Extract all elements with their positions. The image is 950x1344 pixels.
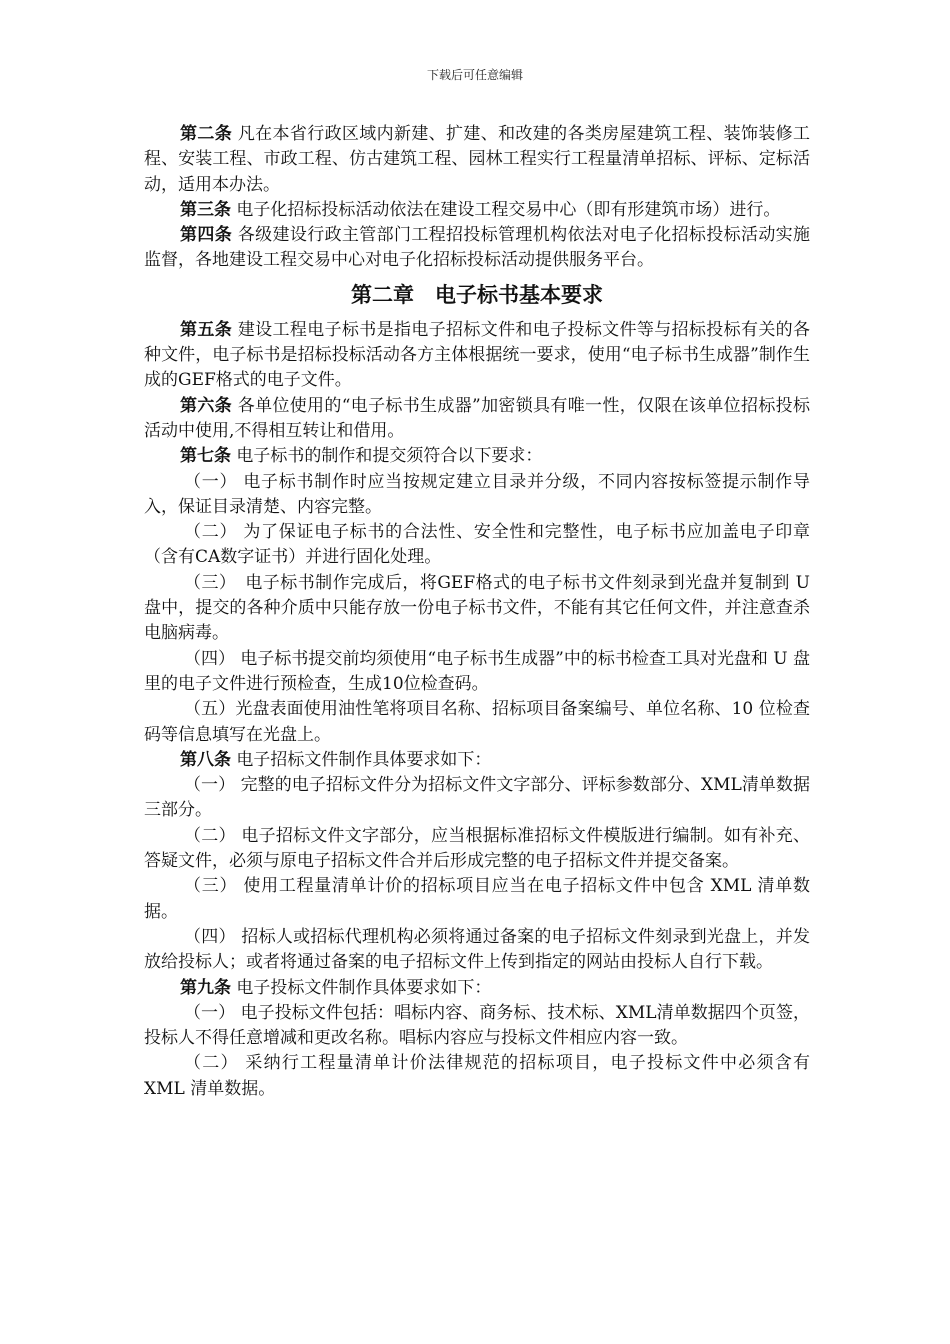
article-8-label: 第八条	[180, 749, 231, 770]
article-9-item: （二） 采纳行工程量清单计价法律规范的招标项目，电子投标文件中必须含有 XML 清单数据。	[144, 1053, 810, 1099]
article-6	[144, 394, 810, 445]
article-3-text: 电子化招标投标活动依法在建设工程交易中心（即有形建筑市场）进行。	[236, 199, 781, 220]
article-8-item: （一） 完整的电子招标文件分为招标文件文字部分、评标参数部分、XML清单数据三部分。	[144, 775, 810, 821]
article-7-item: （二） 为了保证电子标书的合法性、安全性和完整性，电子标书应加盖电子印章（含有CA数字证书）并进行固化处理。	[144, 522, 810, 568]
article-7	[144, 444, 810, 469]
article-9-label: 第九条	[180, 977, 231, 998]
article-3-label: 第三条	[180, 199, 231, 220]
article-7-item: （三） 电子标书制作完成后，将GEF格式的电子标书文件刻录到光盘并复制到 U 盘中，提交的各种介质中只能存放一份电子标书文件，不能有其它任何文件，并注意查杀电脑病毒。	[144, 572, 810, 644]
chapter-heading: 第二章 电子标书基本要求	[351, 282, 603, 307]
article-2-label: 第二条	[180, 124, 233, 144]
article-8-item: （二） 电子招标文件文字部分，应当根据标准招标文件模版进行编制。如有补充、答疑文件，必须与原电子招标文件合并后形成完整的电子招标文件并提交备案。	[144, 825, 810, 872]
article-9-item: （一） 电子投标文件包括：唱标内容、商务标、技术标、XML清单数据四个页签，投标人不得任意增减和更改名称。唱标内容应与投标文件相应内容一致。	[144, 1002, 810, 1049]
article-8	[144, 748, 810, 773]
article-5-text: 建设工程电子标书是指电子招标文件和电子投标文件等与招标投标有关的各种文件，电子标书是招标投标活动各方主体根据统一要求，使用“电子标书生成器”制作生成的GEF格式的电子文件。	[144, 319, 811, 391]
article-4-label: 第四条	[180, 225, 233, 246]
article-2	[144, 122, 810, 198]
article-2-text: 凡在本省行政区域内新建、扩建、和改建的各类房屋建筑工程、装饰装修工程、安装工程、市政工程、仿古建筑工程、园林工程实行工程量清单招标、评标、定标活动，适用本办法。	[144, 124, 811, 195]
article-4	[144, 223, 810, 274]
article-7-item: （一） 电子标书制作时应当按规定建立目录并分级，不同内容按标签提示制作导入，保证目录清楚、内容完整。	[144, 471, 810, 517]
article-5	[144, 318, 810, 394]
article-7-label: 第七条	[180, 446, 231, 467]
article-5-label: 第五条	[180, 319, 233, 340]
article-6-text: 各单位使用的“电子标书生成器”加密锁具有唯一性，仅限在该单位招标投标活动中使用,不得相互转让和借用。	[144, 395, 810, 441]
article-7-item: （四） 电子标书提交前均须使用“电子标书生成器”中的标书检查工具对光盘和 U 盘里的电子文件进行预检查，生成10位检查码。	[144, 648, 810, 694]
article-6-label: 第六条	[180, 395, 232, 416]
article-4-text: 各级建设行政主管部门工程招投标管理机构依法对电子化招标投标活动实施监督，各地建设工程交易中心对电子化招标投标活动提供服务平台。	[144, 225, 811, 271]
page-header: 下载后可任意编辑	[426, 68, 523, 82]
article-8-item: （四） 招标人或招标代理机构必须将通过备案的电子招标文件刻录到光盘上，并发放给投标人；或者将通过备案的电子招标文件上传到指定的网站由投标人自行下载。	[144, 926, 810, 973]
article-8-text: 电子招标文件制作具体要求如下：	[236, 749, 492, 770]
document-body	[144, 122, 810, 1102]
article-8-item: （三） 使用工程量清单计价的招标项目应当在电子招标文件中包含 XML 清单数据。	[144, 876, 810, 922]
article-9-text: 电子投标文件制作具体要求如下：	[236, 977, 492, 998]
article-3	[144, 198, 810, 223]
article-7-item: （五）光盘表面使用油性笔将项目名称、招标项目备案编号、单位名称、10 位检查码等信息填写在光盘上。	[144, 699, 810, 745]
article-9	[144, 976, 810, 1001]
article-7-text: 电子标书的制作和提交须符合以下要求：	[236, 446, 543, 467]
